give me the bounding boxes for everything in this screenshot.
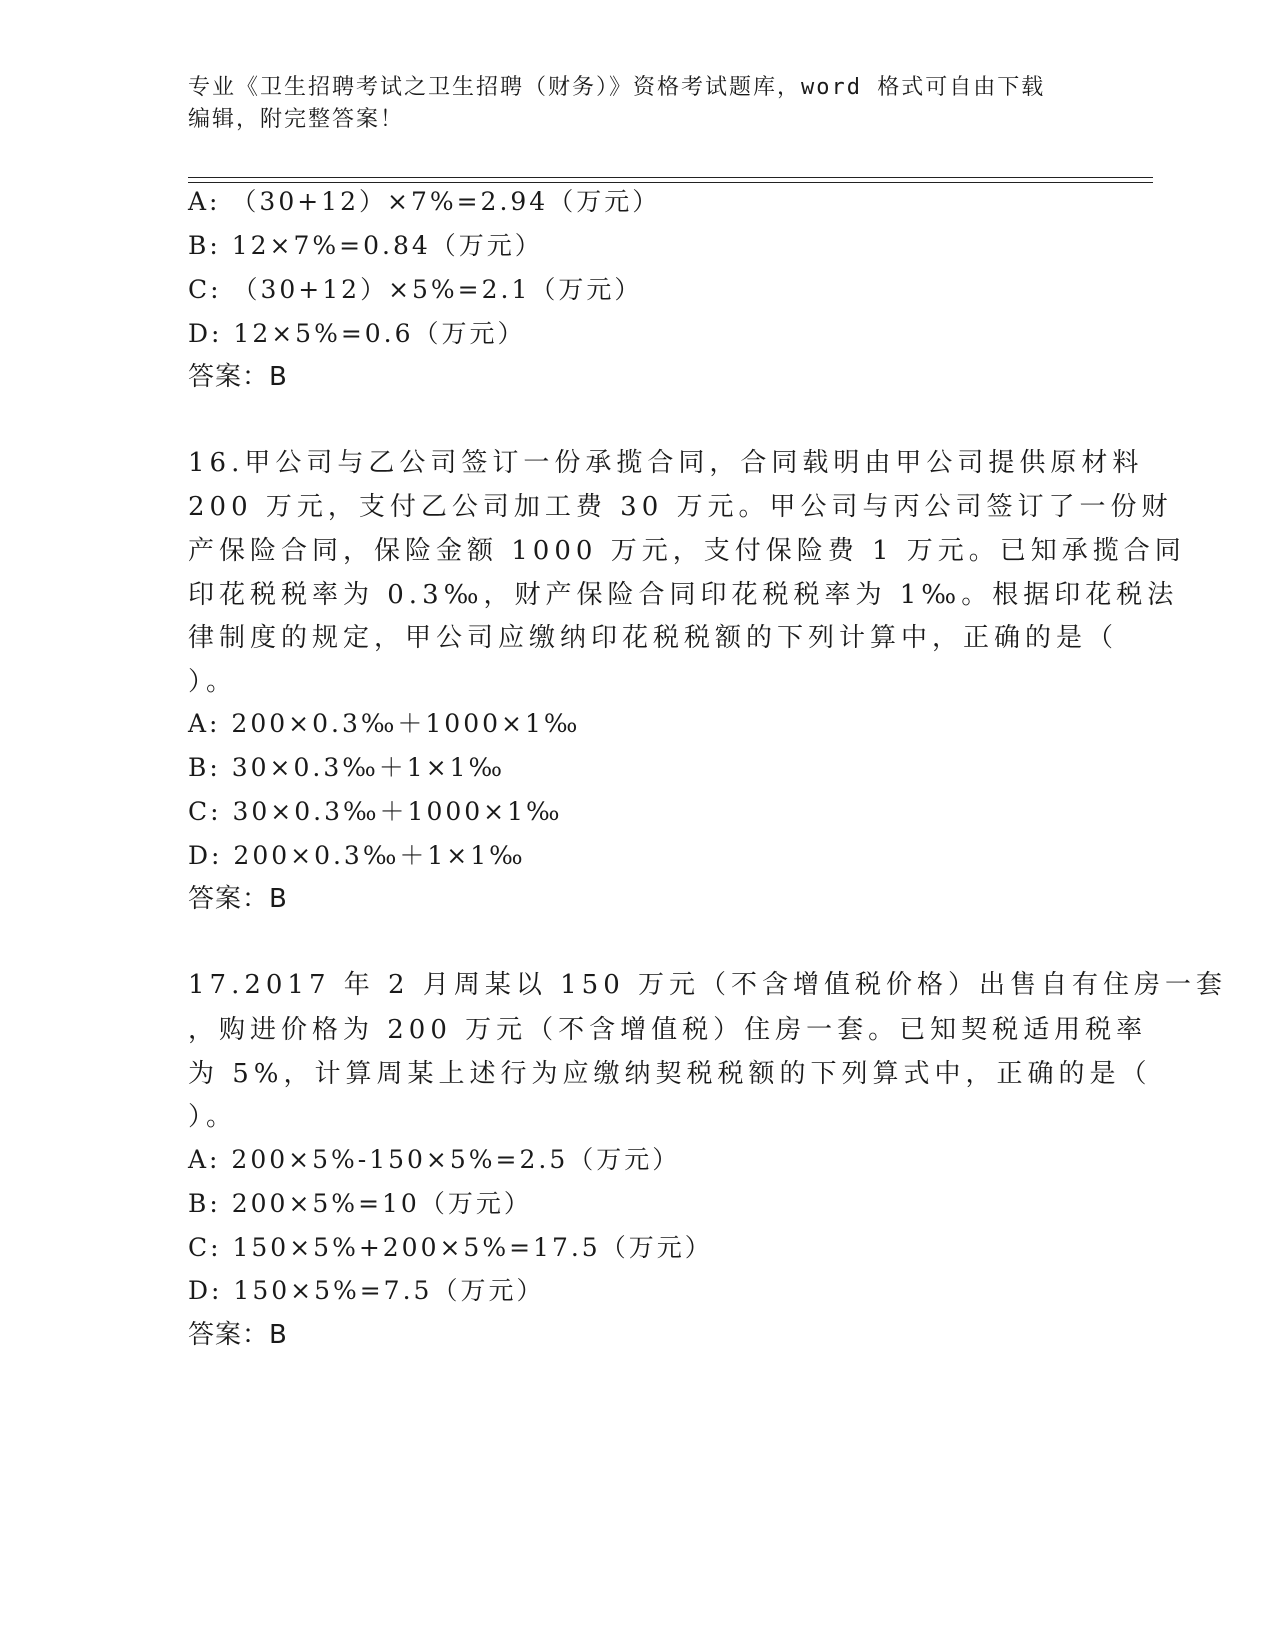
q16-text-line-5: 律制度的规定，甲公司应缴纳印花税税额的下列计算中，正确的是（ — [188, 623, 1119, 653]
q17-option-c: C: 150×5%+200×5%=17.5（万元） — [188, 1233, 713, 1262]
header-line-1: 专业《卫生招聘考试之卫生招聘（财务）》资格考试题库，word 格式可自由下载 — [188, 75, 1046, 100]
q15-option-a: A: （30+12）×7%=2.94（万元） — [188, 187, 661, 216]
q17-answer: 答案：B — [188, 1320, 288, 1350]
header-divider-top — [188, 177, 1153, 178]
q16-option-b: B: 30×0.3‰＋1×1‰ — [188, 753, 506, 782]
q16-option-a: A: 200×0.3‰＋1000×1‰ — [188, 709, 581, 738]
q15-option-d: D: 12×5%=0.6（万元） — [188, 319, 526, 348]
q17-option-a: A: 200×5%-150×5%=2.5（万元） — [188, 1145, 681, 1174]
q17-text-line-1: 17.2017 年 2 月周某以 150 万元（不含增值税价格）出售自有住房一套 — [188, 970, 1228, 1000]
q16-option-d: D: 200×0.3‰＋1×1‰ — [188, 841, 526, 870]
q17-text-line-2: ，购进价格为 200 万元（不含增值税）住房一套。已知契税适用税率 — [188, 1015, 1148, 1045]
document-header — [188, 72, 1068, 136]
q17-option-d: D: 150×5%=7.5（万元） — [188, 1276, 545, 1305]
q16-text-line-6: ）。 — [188, 667, 238, 697]
q16-text-line-2: 200 万元，支付乙公司加工费 30 万元。甲公司与丙公司签订了一份财 — [188, 492, 1173, 522]
q16-answer: 答案：B — [188, 884, 288, 914]
q17-option-b: B: 200×5%=10（万元） — [188, 1189, 532, 1218]
q15-option-c: C: （30+12）×5%=2.1（万元） — [188, 275, 643, 304]
q15-option-b: B: 12×7%=0.84（万元） — [188, 231, 543, 260]
q16-option-c: C: 30×0.3‰＋1000×1‰ — [188, 797, 563, 826]
header-line-2: 编辑，附完整答案！ — [188, 107, 405, 132]
q16-text-line-4: 印花税税率为 0.3‰，财产保险合同印花税税率为 1‰。根据印花税法 — [188, 580, 1179, 610]
q17-text-line-3: 为 5%，计算周某上述行为应缴纳契税税额的下列算式中，正确的是（ — [188, 1059, 1152, 1089]
q16-text-line-1: 16.甲公司与乙公司签订一份承揽合同，合同载明由甲公司提供原材料 — [188, 448, 1144, 478]
q15-answer: 答案：B — [188, 362, 288, 392]
q17-text-line-4: ）。 — [188, 1102, 238, 1132]
header-divider-bottom — [188, 182, 1153, 183]
q16-text-line-3: 产保险合同，保险金额 1000 万元，支付保险费 1 万元。已知承揽合同 — [188, 536, 1186, 566]
